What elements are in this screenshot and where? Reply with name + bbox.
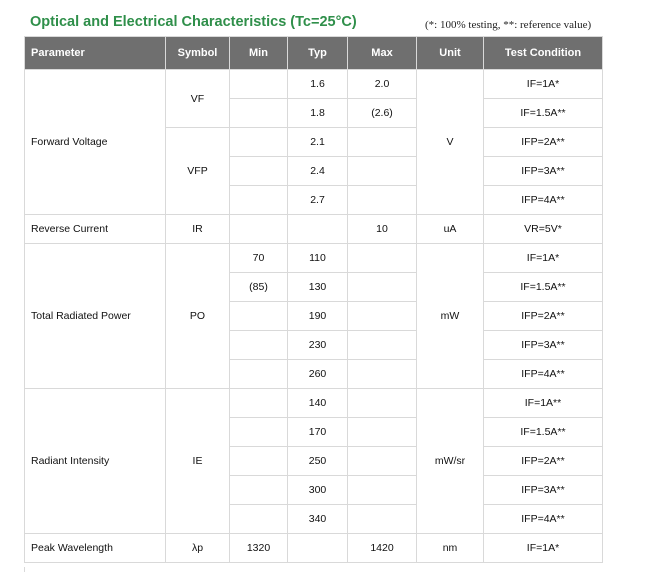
min-cell bbox=[230, 447, 288, 476]
max-cell bbox=[348, 505, 417, 534]
condition-cell: IFP=2A** bbox=[484, 128, 603, 157]
min-cell bbox=[230, 186, 288, 215]
min-cell bbox=[230, 505, 288, 534]
header-typ: Typ bbox=[288, 37, 348, 70]
min-cell bbox=[230, 302, 288, 331]
min-cell bbox=[230, 128, 288, 157]
typ-cell: 110 bbox=[288, 244, 348, 273]
total-radiated-power-parameter: Total Radiated Power bbox=[25, 244, 166, 389]
min-cell bbox=[230, 215, 288, 244]
max-cell bbox=[348, 331, 417, 360]
condition-cell: IF=1.5A** bbox=[484, 418, 603, 447]
header-unit: Unit bbox=[417, 37, 484, 70]
max-cell bbox=[348, 360, 417, 389]
header-test-condition: Test Condition bbox=[484, 37, 603, 70]
min-cell: 1320 bbox=[230, 534, 288, 563]
page-title: Optical and Electrical Characteristics (Tc=25°C) bbox=[30, 14, 357, 30]
condition-cell: IFP=4A** bbox=[484, 186, 603, 215]
total-radiated-power-symbol: PO bbox=[166, 244, 230, 389]
condition-cell: IFP=4A** bbox=[484, 360, 603, 389]
forward-voltage-parameter: Forward Voltage bbox=[25, 70, 166, 215]
condition-cell: VR=5V* bbox=[484, 215, 603, 244]
condition-cell: IF=1.5A** bbox=[484, 273, 603, 302]
max-cell: 10 bbox=[348, 215, 417, 244]
table-row bbox=[25, 244, 603, 273]
reverse-current-parameter: Reverse Current bbox=[25, 215, 166, 244]
condition-cell: IFP=2A** bbox=[484, 302, 603, 331]
radiant-intensity-unit: mW/sr bbox=[417, 389, 484, 534]
typ-cell: 2.7 bbox=[288, 186, 348, 215]
typ-cell: 140 bbox=[288, 389, 348, 418]
forward-voltage-unit: V bbox=[417, 70, 484, 215]
max-cell: 2.0 bbox=[348, 70, 417, 99]
total-radiated-power-unit: mW bbox=[417, 244, 484, 389]
condition-cell: IFP=4A** bbox=[484, 505, 603, 534]
peak-wavelength-parameter: Peak Wavelength bbox=[25, 534, 166, 563]
min-cell: (85) bbox=[230, 273, 288, 302]
max-cell bbox=[348, 447, 417, 476]
typ-cell: 300 bbox=[288, 476, 348, 505]
condition-cell: IF=1A** bbox=[484, 389, 603, 418]
condition-cell: IFP=3A** bbox=[484, 157, 603, 186]
max-cell bbox=[348, 302, 417, 331]
forward-voltage-symbol-vfp: VFP bbox=[166, 128, 230, 215]
reverse-current-unit: uA bbox=[417, 215, 484, 244]
condition-cell: IF=1A* bbox=[484, 534, 603, 563]
typ-cell: 230 bbox=[288, 331, 348, 360]
typ-cell: 1.6 bbox=[288, 70, 348, 99]
typ-cell: 340 bbox=[288, 505, 348, 534]
peak-wavelength-unit: nm bbox=[417, 534, 484, 563]
max-cell: (2.6) bbox=[348, 99, 417, 128]
reverse-current-symbol: IR bbox=[166, 215, 230, 244]
max-cell bbox=[348, 157, 417, 186]
typ-cell: 2.1 bbox=[288, 128, 348, 157]
max-cell: 1420 bbox=[348, 534, 417, 563]
radiant-intensity-symbol: IE bbox=[166, 389, 230, 534]
radiant-intensity-parameter: Radiant Intensity bbox=[25, 389, 166, 534]
typ-cell: 2.4 bbox=[288, 157, 348, 186]
max-cell bbox=[348, 476, 417, 505]
min-cell bbox=[230, 157, 288, 186]
max-cell bbox=[348, 244, 417, 273]
header-symbol: Symbol bbox=[166, 37, 230, 70]
typ-cell: 170 bbox=[288, 418, 348, 447]
typ-cell: 130 bbox=[288, 273, 348, 302]
condition-cell: IF=1A* bbox=[484, 70, 603, 99]
table-row bbox=[25, 215, 603, 244]
max-cell bbox=[348, 418, 417, 447]
peak-wavelength-symbol: λp bbox=[166, 534, 230, 563]
header-max: Max bbox=[348, 37, 417, 70]
table-row bbox=[25, 70, 603, 99]
table-continuation bbox=[24, 567, 609, 572]
condition-cell: IFP=3A** bbox=[484, 331, 603, 360]
min-cell: 70 bbox=[230, 244, 288, 273]
condition-cell: IFP=2A** bbox=[484, 447, 603, 476]
header-min: Min bbox=[230, 37, 288, 70]
forward-voltage-symbol-vf: VF bbox=[166, 70, 230, 128]
max-cell bbox=[348, 389, 417, 418]
typ-cell: 190 bbox=[288, 302, 348, 331]
typ-cell bbox=[288, 534, 348, 563]
min-cell bbox=[230, 99, 288, 128]
table-row bbox=[25, 389, 603, 418]
min-cell bbox=[230, 476, 288, 505]
condition-cell: IF=1.5A** bbox=[484, 99, 603, 128]
condition-cell: IFP=3A** bbox=[484, 476, 603, 505]
table-row bbox=[25, 534, 603, 563]
header-parameter: Parameter bbox=[25, 37, 166, 70]
typ-cell: 260 bbox=[288, 360, 348, 389]
max-cell bbox=[348, 273, 417, 302]
max-cell bbox=[348, 128, 417, 157]
min-cell bbox=[230, 389, 288, 418]
table-header-row bbox=[25, 37, 603, 70]
min-cell bbox=[230, 331, 288, 360]
typ-cell: 1.8 bbox=[288, 99, 348, 128]
condition-cell: IF=1A* bbox=[484, 244, 603, 273]
testing-note: (*: 100% testing, **: reference value) bbox=[425, 19, 592, 31]
min-cell bbox=[230, 70, 288, 99]
characteristics-table bbox=[24, 36, 603, 563]
min-cell bbox=[230, 360, 288, 389]
max-cell bbox=[348, 186, 417, 215]
min-cell bbox=[230, 418, 288, 447]
typ-cell: 250 bbox=[288, 447, 348, 476]
typ-cell bbox=[288, 215, 348, 244]
